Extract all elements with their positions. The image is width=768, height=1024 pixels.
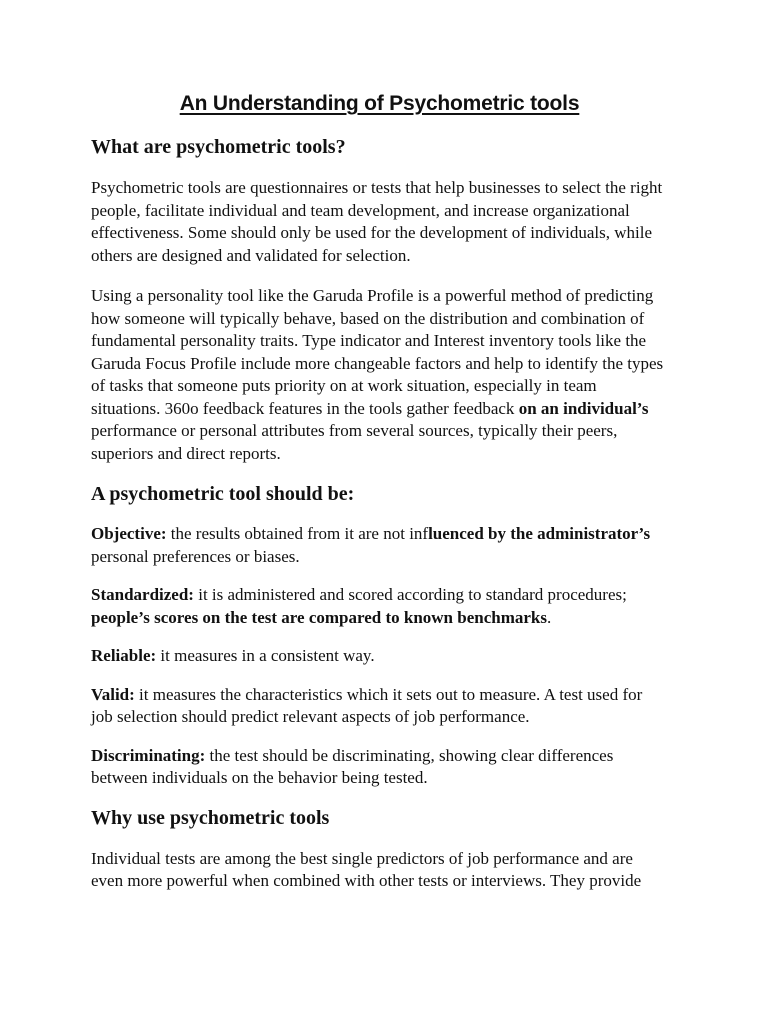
heading-tool-should-be: A psychometric tool should be: [91,483,355,505]
criterion-text: it is administered and scored according to standard procedures; [193,585,627,604]
criterion-text: the results obtained from it are not inf [166,524,429,543]
criterion-bold-text: luenced by the administrator’s [428,524,651,543]
criterion-term: Reliable: [91,646,157,665]
criterion-text-end: personal preferences or biases. [91,546,300,566]
paragraph-personality-bold: on an individual’s [518,398,649,418]
criterion-objective [91,523,668,568]
paragraph-personality-text-a: Using a personality tool like the Garuda Profile is a powerful method of predicting how someone will typically behave, based on the distribution and combination of fundamental personality traits. Type indicator and Interest inventory tools like the Garuda Focus Profile include more changeable factors and help to identify the types of tasks that someone puts priority on at work situation, especially in team situations. 360o feedback features in the tools gather feedback [91,286,664,418]
criterion-term: Valid: [91,684,135,704]
criterion-text: it measures in a consistent way. [156,646,375,665]
criterion-term: Discriminating: [91,745,206,765]
paragraph-definition: Psychometric tools are questionnaires or tests that help businesses to select the right people, facilitate individual and team development, and increase organizational effectiveness. Some should only be used for the development of individuals, while others are designed and validated for selection. [91,178,663,265]
criterion-text: the test should be discriminating, showing clear differences between individuals on the behavior being tested. [91,745,614,787]
paragraph-personality-text-b: performance or personal attributes from several sources, typically their peers, superiors and direct reports. [91,421,618,463]
criterion-text: it measures the characteristics which it sets out to measure. A test used for job selection should predict relevant aspects of job performance. [91,684,643,726]
criterion-term: Standardized: [91,585,194,604]
criterion-text-end: . [547,607,552,627]
criterion-bold-text: people’s scores on the test are compared to known benchmarks [91,607,547,627]
criterion-reliable [91,645,668,668]
heading-why-use-psychometric-tools: Why use psychometric tools [91,806,330,829]
paragraph-why-use: Individual tests are among the best single predictors of job performance and are even more powerful when combined with other tests or interviews. They provide [91,848,642,890]
document-title: An Understanding of Psychometric tools [179,92,580,115]
criterion-standardized [91,584,668,629]
criterion-term: Objective: [91,524,167,543]
heading-what-are-psychometric-tools: What are psychometric tools? [91,136,346,158]
paragraph-personality-tools [91,285,668,465]
criterion-valid [91,684,668,729]
criterion-discriminating [91,745,668,790]
